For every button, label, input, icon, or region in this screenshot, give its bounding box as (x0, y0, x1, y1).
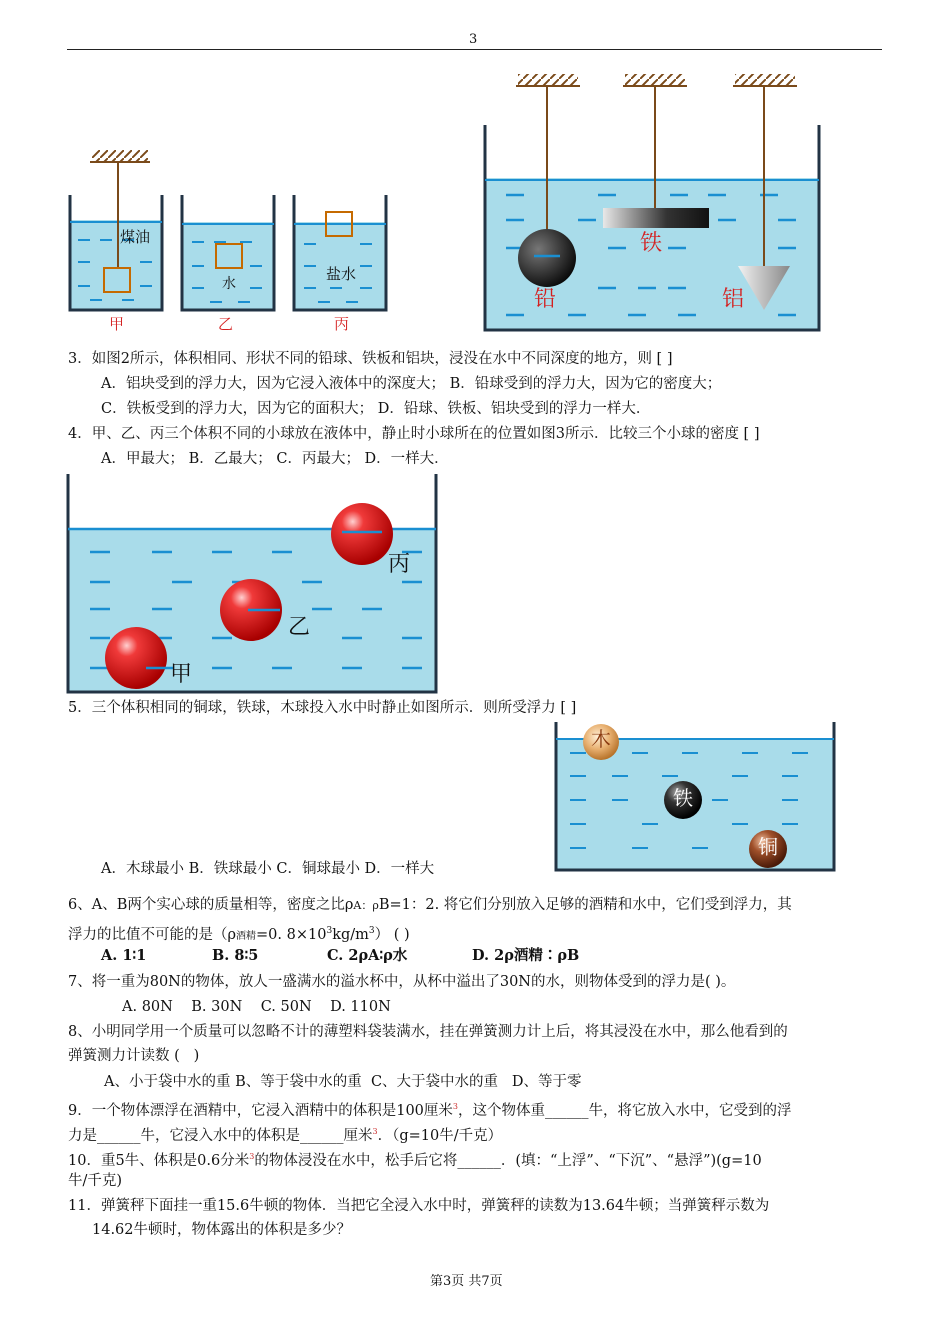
header-page-number: 3 (469, 32, 478, 47)
figure-1 (60, 150, 400, 340)
fig2-label-iron: 铁 (640, 231, 663, 256)
ball-jia (105, 627, 167, 689)
fig1-caption-bing: 丙 (334, 315, 350, 333)
q8-line1: 8、小明同学用一个质量可以忽略不计的薄塑料袋装满水，挂在弹簧测力计上后，将其浸没在水中，那么他看到的 (68, 1024, 788, 1040)
q8-options: A、小于袋中水的重 B、等于袋中水的重 C、大于袋中水的重 D、等于零 (104, 1074, 582, 1090)
q8-line2: 弹簧测力计读数 ( ) (68, 1048, 200, 1064)
fig4-label-copper: 铜 (758, 835, 778, 859)
q6-line2 (68, 921, 410, 947)
footer-page-info: 第3页 共7页 (430, 1274, 503, 1289)
q10-line1 (68, 1147, 762, 1171)
q3-options-cd: C．铁板受到的浮力大，因为它的面积大； D．铅球、铁板、铝块受到的浮力一样大． (101, 401, 651, 417)
q5-options: A．木球最小 B．铁球最小 C．铜球最小 D．一样大 (101, 861, 435, 877)
q6-option-c: C. 2ρA∶ρ水 (327, 947, 408, 964)
q9-line2-b: ．（g=10牛/千克） (377, 1127, 503, 1144)
q9-line1 (68, 1097, 792, 1121)
fig2-label-aluminum: 铝 (722, 287, 745, 312)
q7-stem: 7、将一重为80N的物体，放人一盛满水的溢水杯中，从杯中溢出了30N的水，则物体受到的浮力是( )。 (68, 974, 736, 990)
fig3-label-bing: 丙 (388, 552, 411, 577)
iron-plate (603, 208, 709, 228)
figure-2 (478, 70, 828, 335)
fig3-label-jia: 甲 (170, 662, 193, 687)
q10-line1-a: 10．重5牛、体积是0.6分米 (68, 1152, 250, 1169)
fig1-label-water: 水 (222, 276, 236, 292)
q6-line2-d: ） ( ) (374, 926, 410, 943)
q4-stem: 4．甲、乙、丙三个体积不同的小球放在液体中，静止时小球所在的位置如图3所示．比较三个小球的密度 [ ] (68, 426, 760, 442)
fig1-caption-jia: 甲 (109, 315, 125, 333)
q6-line1-a: 6、A、B两个实心球的质量相等，密度之比ρ (68, 897, 354, 913)
fig3-label-yi: 乙 (288, 615, 311, 640)
fig4-label-wood: 木 (591, 727, 611, 751)
q9-line1-b: ，这个物体重______牛，将它放入水中，它受到的浮 (458, 1102, 792, 1119)
q4-options: A．甲最大； B．乙最大； C．丙最大； D．一样大． (101, 451, 449, 467)
q6-line2-sup: 3 (326, 926, 333, 936)
q6-line1-c: B=1：2. 将它们分别放入足够的酒精和水中，它们受到浮力，其 (378, 897, 792, 913)
q6-line2-sup2: 3 (368, 926, 375, 936)
q5-stem: 5．三个体积相同的铜球，铁球，木球投入水中时静止如图所示．则所受浮力 [ ] (68, 700, 577, 716)
q3-options-ab: A．铝块受到的浮力大，因为它浸入液体中的深度大； B．铅球受到的浮力大，因为它的密度大； (101, 376, 722, 392)
header-rule (67, 49, 882, 50)
q9-sup-2: 3 (372, 1127, 378, 1136)
q9-line2 (68, 1122, 502, 1146)
q11-line2: 14.62牛顿时，物体露出的体积是多少？ (92, 1222, 352, 1238)
q6-line2-b: =0. 8×10 (256, 926, 327, 943)
figure-3 (62, 472, 442, 696)
q6-option-a: A. 1∶1 (101, 947, 147, 964)
q6-option-b: B. 8∶5 (212, 947, 259, 964)
q6-line2-c: kg/m (332, 926, 369, 943)
q10-sup: 3 (249, 1152, 255, 1161)
q10-line1-b: 的物体浸没在水中，松手后它将______．(填：“上浮”、“下沉”、“悬浮”)(g=10 (254, 1152, 762, 1169)
q11-line1: 11．弹簧秤下面挂一重15.6牛顿的物体．当把它全浸入水中时，弹簧秤的读数为13.64牛顿；当弹簧秤示数为 (68, 1198, 770, 1214)
q6-line1-b: A：ρ (353, 899, 379, 912)
q6-line2-a: 浮力的比值不可能的是（ρ (68, 926, 237, 943)
q3-stem: 3．如图2所示，体积相同、形状不同的铅球、铁板和铝块，浸没在水中不同深度的地方，则 [ ] (68, 351, 673, 367)
q9-line1-a: 9．一个物体漂浮在酒精中，它浸入酒精中的体积是100厘米 (68, 1102, 453, 1119)
ball-bing (331, 503, 393, 565)
fig4-label-iron: 铁 (673, 786, 693, 810)
fig2-label-lead: 铅 (534, 287, 557, 312)
q7-options: A. 80N B. 30N C. 50N D. 110N (122, 999, 391, 1015)
q6-line2-sub: 酒精 (236, 930, 257, 942)
fig1-caption-yi: 乙 (218, 315, 234, 333)
fig1-label-saltwater: 盐水 (326, 265, 357, 283)
fig1-label-kerosene: 煤油 (120, 228, 151, 246)
lead-ball (518, 229, 576, 287)
q10-line2: 牛/千克) (68, 1173, 123, 1189)
q9-sup-1: 3 (452, 1102, 458, 1111)
q6-line1 (68, 895, 792, 916)
q6-option-d: D. 2ρ酒精∶ρB (472, 947, 580, 964)
q9-line2-a: 力是______牛，它浸入水中的体积是______厘米 (68, 1127, 373, 1144)
